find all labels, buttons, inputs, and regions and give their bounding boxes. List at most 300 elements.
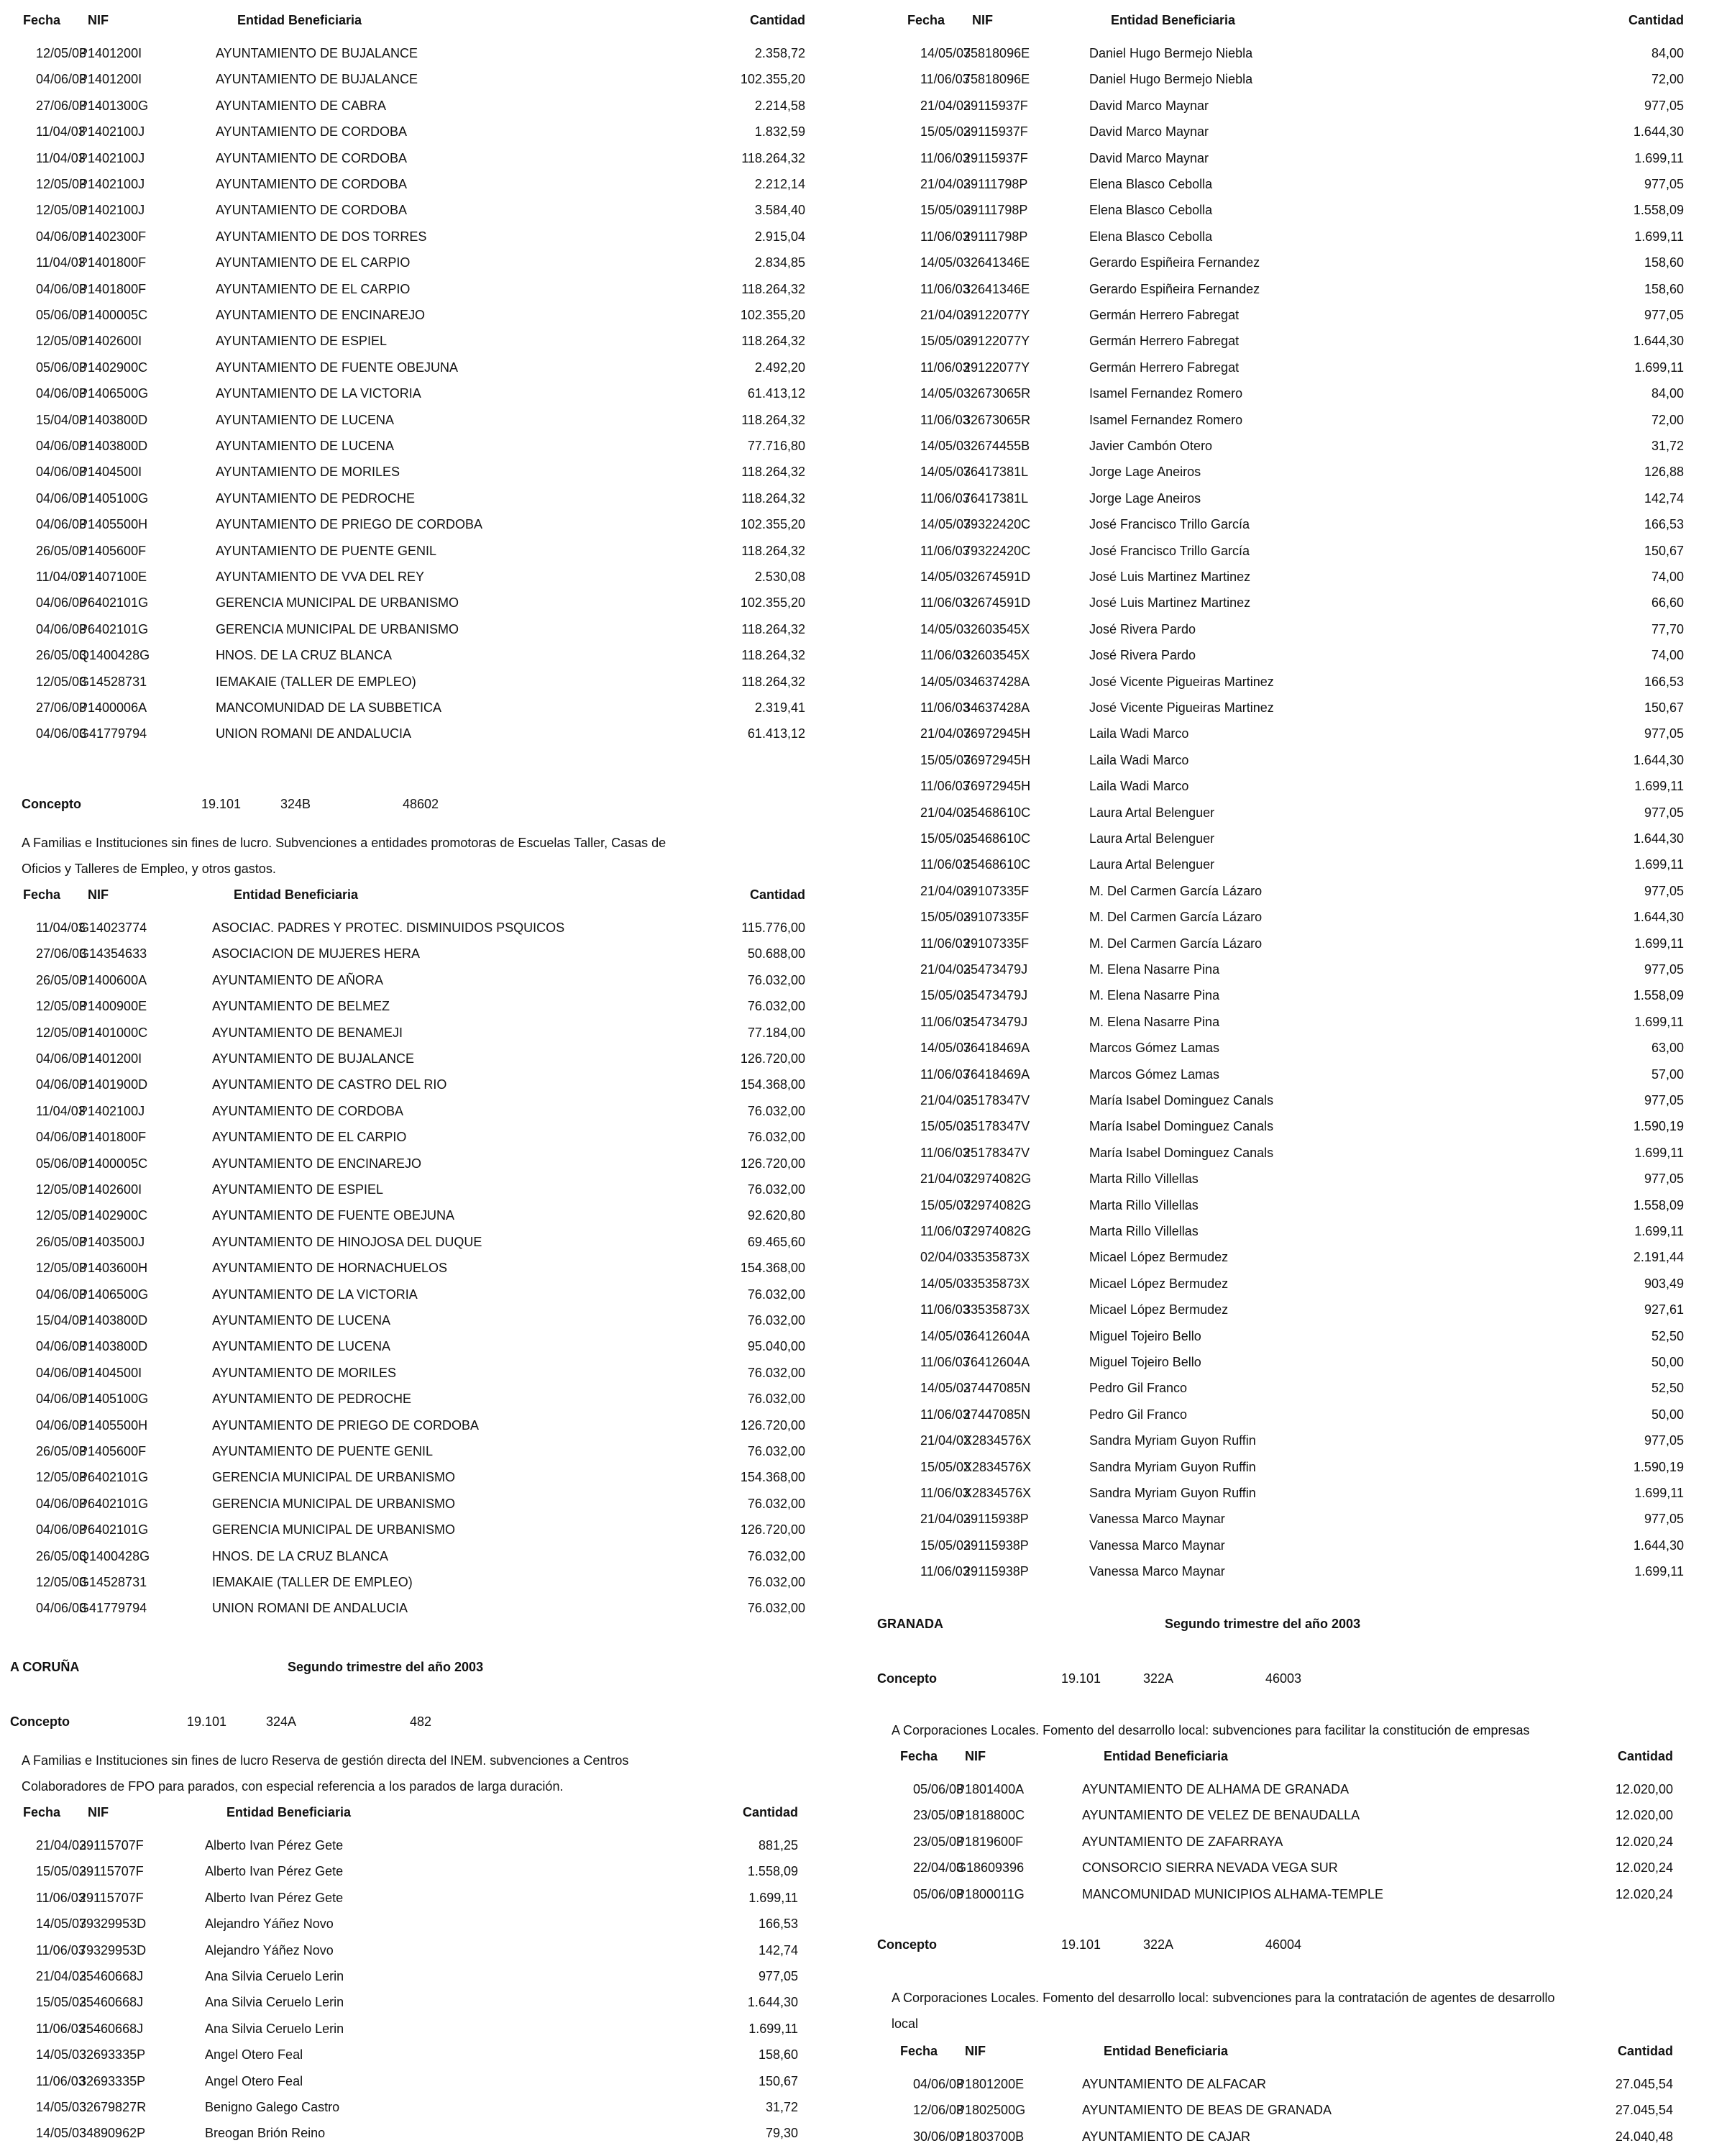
concept-code-2: 324B [280, 797, 311, 811]
table-header [877, 1743, 1709, 1769]
row-entity: AYUNTAMIENTO DE DOS TORRES [216, 229, 427, 244]
row-date: 12/05/03 [36, 1261, 87, 1276]
table-row [877, 2097, 1709, 2123]
row-date: 12/05/03 [36, 177, 87, 191]
description-line: A Familias e Instituciones sin fines de lucro Reserva de gestión directa del INEM. subvenciones a Centros [22, 1753, 629, 1768]
row-date: 11/06/03 [920, 700, 970, 715]
row-amount: 31,72 [1651, 439, 1684, 453]
province-heading-granada [877, 1611, 1709, 1637]
row-amount: 76.032,00 [747, 1575, 805, 1589]
row-date: 15/05/03 [920, 1459, 971, 1474]
row-date: 26/05/03 [36, 1234, 87, 1249]
table-row [877, 355, 1709, 380]
row-nif: 76418469A [963, 1041, 1030, 1056]
row-date: 04/06/03 [36, 726, 87, 741]
table-row [877, 1855, 1709, 1881]
row-entity: AYUNTAMIENTO DE ALHAMA DE GRANADA [1082, 1782, 1350, 1796]
row-nif: P1403800D [79, 412, 148, 427]
row-nif: P1400900E [79, 999, 147, 1014]
row-amount: 126.720,00 [740, 1522, 805, 1538]
row-nif: 72974082G [963, 1224, 1032, 1238]
row-entity: Micael López Bermudez [1089, 1276, 1229, 1291]
table-row [0, 433, 834, 459]
row-entity: Elena Blasco Cebolla [1089, 177, 1213, 191]
table-row [877, 773, 1709, 799]
table-row [877, 485, 1709, 511]
row-date: 04/06/03 [36, 595, 87, 611]
row-amount: 1.699,11 [1634, 936, 1684, 951]
row-date: 15/05/03 [920, 1538, 971, 1553]
row-nif: P1401800F [79, 1130, 147, 1145]
row-date: 26/05/03 [36, 1444, 87, 1458]
row-date: 11/06/03 [36, 2021, 86, 2036]
column-header-cantidad: Cantidad [749, 887, 805, 902]
table-row [877, 250, 1709, 275]
row-entity: AYUNTAMIENTO DE LA VICTORIA [212, 1287, 418, 1302]
row-nif: 29122077Y [963, 360, 1030, 375]
row-date: 15/05/03 [920, 203, 971, 218]
row-date: 11/06/03 [36, 1890, 86, 1905]
table-row [0, 250, 834, 275]
table-row [0, 380, 834, 406]
row-entity: Alejandro Yáñez Novo [205, 1917, 334, 1932]
table-row [0, 1360, 834, 1386]
table-row [0, 1517, 834, 1543]
row-entity: AYUNTAMIENTO DE CORDOBA [216, 177, 408, 191]
row-nif: 25473479J [963, 962, 1028, 977]
row-amount: 72,00 [1651, 412, 1684, 427]
table-row [0, 224, 834, 250]
row-entity: AYUNTAMIENTO DE PEDROCHE [212, 1392, 412, 1407]
row-amount: 2.191,44 [1633, 1250, 1684, 1265]
table-row [0, 1963, 834, 1989]
row-date: 12/05/03 [36, 1182, 87, 1197]
table-row [0, 1989, 834, 2015]
row-amount: 1.699,11 [1634, 229, 1684, 244]
row-date: 11/04/03 [36, 124, 86, 140]
row-amount: 2.319,41 [754, 700, 805, 715]
row-nif: P6402101G [79, 595, 149, 611]
row-date: 05/06/03 [913, 1886, 964, 1901]
row-amount: 1.644,30 [1633, 334, 1684, 349]
row-date: 14/05/03 [920, 1328, 971, 1343]
row-amount: 1.558,09 [747, 1864, 798, 1879]
row-entity: Breogan Brión Reino [205, 2126, 326, 2141]
table-row [877, 590, 1709, 616]
row-entity: David Marco Maynar [1089, 150, 1209, 165]
row-entity: AYUNTAMIENTO DE MORILES [212, 1365, 397, 1380]
row-nif: P1401200I [79, 72, 142, 87]
row-date: 14/05/03 [36, 1917, 87, 1932]
row-amount: 2.915,04 [754, 229, 805, 244]
row-nif: 25460668J [79, 1995, 144, 2010]
row-nif: P1405600F [79, 543, 147, 558]
table-row [0, 197, 834, 223]
table-row [0, 1282, 834, 1307]
row-amount: 50,00 [1651, 1355, 1684, 1369]
row-date: 15/05/03 [920, 910, 971, 925]
concept-code-1: 19.101 [1061, 1937, 1101, 1952]
row-entity: María Isabel Dominguez Canals [1089, 1093, 1274, 1107]
row-date: 04/06/03 [36, 1417, 87, 1433]
concept-code-1: 19.101 [201, 797, 242, 811]
table-row [0, 1177, 834, 1202]
row-amount: 63,00 [1651, 1041, 1684, 1056]
row-amount: 76.032,00 [747, 1601, 805, 1616]
row-nif: P6402101G [79, 1496, 149, 1511]
row-date: 05/06/03 [913, 1782, 964, 1796]
row-nif: 79329953D [79, 1917, 147, 1932]
table-row [877, 1428, 1709, 1453]
row-date: 11/06/03 [920, 490, 970, 506]
row-date: 14/05/03 [920, 386, 971, 401]
table-row [877, 1349, 1709, 1375]
row-nif: 34637428A [963, 674, 1030, 689]
row-amount: 1.699,11 [1634, 1486, 1684, 1500]
row-amount: 126.720,00 [740, 1417, 805, 1433]
table-row [877, 1113, 1709, 1139]
row-nif: 79322420C [963, 543, 1031, 558]
column-header-nif: NIF [88, 13, 109, 27]
row-entity: Alberto Ivan Pérez Gete [205, 1838, 344, 1853]
row-nif: P1802500G [956, 2103, 1026, 2118]
table-row [0, 407, 834, 433]
row-amount: 76.032,00 [747, 1392, 805, 1407]
row-amount: 115.776,00 [741, 921, 805, 935]
table-row [0, 669, 834, 695]
row-nif: G14528731 [79, 1575, 147, 1589]
row-nif: 32641346E [963, 281, 1030, 296]
table-row [0, 40, 834, 66]
table-row [877, 1558, 1709, 1584]
row-date: 11/06/03 [920, 229, 970, 244]
table-row [0, 967, 834, 993]
row-date: 15/05/03 [920, 1119, 971, 1134]
description-line: Colaboradores de FPO para parados, con especial referencia a los parados de larga duración. [22, 1779, 564, 1794]
row-entity: UNION ROMANI DE ANDALUCIA [212, 1601, 408, 1616]
row-amount: 76.032,00 [747, 1130, 805, 1145]
row-amount: 977,05 [1644, 1093, 1684, 1107]
row-date: 15/05/03 [920, 334, 971, 349]
row-entity: HNOS. DE LA CRUZ BLANCA [216, 648, 393, 663]
column-header-entidad: Entidad Beneficiaria [1104, 1749, 1229, 1763]
row-date: 21/04/03 [920, 1093, 971, 1107]
row-amount: 50,00 [1651, 1407, 1684, 1422]
row-entity: GERENCIA MUNICIPAL DE URBANISMO [212, 1470, 456, 1485]
row-date: 15/04/03 [36, 412, 87, 427]
row-date: 11/04/03 [36, 570, 86, 584]
row-nif: G14023774 [79, 921, 147, 935]
row-entity: Ana Silvia Ceruelo Lerin [205, 2021, 344, 2036]
table-row [877, 931, 1709, 956]
table-row [877, 145, 1709, 171]
column-header-entidad: Entidad Beneficiaria [1104, 2044, 1229, 2058]
row-entity: Laila Wadi Marco [1089, 726, 1189, 741]
column-header-cantidad: Cantidad [1617, 2044, 1673, 2058]
row-date: 04/06/03 [36, 1522, 87, 1538]
row-amount: 126.720,00 [740, 1051, 805, 1066]
table-row [877, 904, 1709, 930]
row-amount: 1.699,11 [1634, 1224, 1684, 1238]
row-amount: 1.644,30 [1633, 910, 1684, 925]
row-date: 11/06/03 [920, 1564, 970, 1579]
table-row [0, 1911, 834, 1937]
row-entity: Jorge Lage Aneiros [1089, 490, 1201, 506]
row-date: 15/05/03 [36, 1995, 87, 2010]
table-row [877, 1402, 1709, 1428]
row-amount: 76.032,00 [747, 1313, 805, 1328]
row-entity: AYUNTAMIENTO DE BEAS DE GRANADA [1082, 2103, 1332, 2118]
row-amount: 2.212,14 [754, 177, 805, 191]
row-entity: Javier Cambón Otero [1089, 439, 1213, 453]
table-row [877, 1297, 1709, 1323]
row-entity: MANCOMUNIDAD MUNICIPIOS ALHAMA-TEMPLE [1082, 1886, 1384, 1901]
row-nif: 25178347V [963, 1119, 1030, 1134]
row-entity: GERENCIA MUNICIPAL DE URBANISMO [216, 595, 459, 611]
row-entity: HNOS. DE LA CRUZ BLANCA [212, 1548, 389, 1563]
row-amount: 79,30 [765, 2126, 798, 2141]
row-entity: Laura Artal Belenguer [1089, 831, 1215, 846]
row-date: 11/06/03 [920, 412, 970, 427]
row-entity: Sandra Myriam Guyon Ruffin [1089, 1459, 1256, 1474]
row-amount: 77,70 [1651, 621, 1684, 636]
row-amount: 158,60 [758, 2047, 798, 2063]
row-entity: David Marco Maynar [1089, 98, 1209, 113]
table-row [877, 1776, 1709, 1802]
row-amount: 76.032,00 [747, 972, 805, 987]
row-date: 26/05/03 [36, 972, 87, 987]
row-amount: 76.032,00 [747, 1182, 805, 1197]
row-amount: 2.214,58 [754, 98, 805, 113]
row-nif: 29115707F [79, 1838, 144, 1853]
row-entity: AYUNTAMIENTO DE LUCENA [216, 412, 395, 427]
row-entity: AYUNTAMIENTO DE LUCENA [212, 1339, 391, 1354]
row-amount: 903,49 [1644, 1276, 1684, 1291]
row-amount: 12.020,00 [1615, 1808, 1673, 1823]
row-date: 04/06/03 [36, 517, 87, 532]
table-row [877, 956, 1709, 982]
row-nif: P1801400A [956, 1782, 1025, 1796]
row-date: 11/06/03 [920, 281, 970, 296]
row-nif: P1803700B [956, 2129, 1025, 2144]
row-nif: G14354633 [79, 946, 147, 961]
row-nif: 32674591D [963, 570, 1031, 584]
row-date: 26/05/03 [36, 543, 87, 558]
table-row [877, 511, 1709, 537]
row-date: 12/05/03 [36, 334, 87, 349]
table-row [0, 721, 834, 746]
table-row [877, 459, 1709, 485]
row-date: 14/05/03 [36, 2100, 87, 2114]
concept-code-3: 482 [410, 1714, 432, 1729]
row-entity: Laila Wadi Marco [1089, 779, 1189, 794]
row-date: 21/04/03 [920, 177, 971, 191]
row-amount: 66,60 [1651, 595, 1684, 611]
row-amount: 1.699,11 [1634, 150, 1684, 165]
table-row [0, 1858, 834, 1884]
row-amount: 977,05 [1644, 883, 1684, 898]
row-date: 12/05/03 [36, 1208, 87, 1223]
row-amount: 76.032,00 [747, 1365, 805, 1380]
row-date: 04/06/03 [36, 1077, 87, 1092]
row-amount: 118.264,32 [741, 334, 805, 349]
row-date: 21/04/03 [36, 1969, 87, 1983]
row-entity: AYUNTAMIENTO DE CORDOBA [216, 150, 408, 165]
table-row [0, 1151, 834, 1177]
table-row [0, 941, 834, 967]
row-entity: Isamel Fernandez Romero [1089, 412, 1243, 427]
row-amount: 76.032,00 [747, 1103, 805, 1118]
province-name: GRANADA [877, 1617, 943, 1631]
table-row [877, 1192, 1709, 1218]
row-date: 21/04/03 [920, 1171, 971, 1187]
concept-description-left-1 [22, 830, 741, 882]
row-entity: Germán Herrero Fabregat [1089, 334, 1240, 349]
table-row [877, 826, 1709, 851]
row-nif: 32693335P [79, 2047, 146, 2063]
row-entity: Miguel Tojeiro Bello [1089, 1355, 1201, 1369]
row-amount: 1.699,11 [1634, 1014, 1684, 1029]
row-amount: 12.020,00 [1615, 1782, 1673, 1796]
row-entity: Isamel Fernandez Romero [1089, 386, 1243, 401]
table-row [877, 1533, 1709, 1558]
row-amount: 2.530,08 [754, 570, 805, 584]
row-entity: Alejandro Yáñez Novo [205, 1942, 334, 1958]
row-nif: G41779794 [79, 1601, 147, 1616]
row-nif: 29122077Y [963, 308, 1030, 322]
concept-code-2: 324A [266, 1714, 297, 1729]
row-amount: 95.040,00 [747, 1339, 805, 1354]
row-date: 26/05/03 [36, 648, 87, 663]
row-date: 15/05/03 [920, 752, 971, 767]
row-amount: 977,05 [1644, 177, 1684, 191]
row-date: 04/06/03 [36, 1601, 87, 1616]
row-date: 21/04/03 [920, 1512, 971, 1527]
row-nif: 25460668J [79, 2021, 144, 2036]
row-date: 30/06/03 [913, 2129, 964, 2144]
table-row [877, 302, 1709, 328]
row-nif: P1402100J [79, 177, 145, 191]
table-row [0, 1202, 834, 1228]
row-entity: AYUNTAMIENTO DE FUENTE OBEJUNA [212, 1208, 455, 1223]
row-entity: Marcos Gómez Lamas [1089, 1066, 1220, 1082]
row-nif: P1400005C [79, 1156, 148, 1171]
row-amount: 142,74 [758, 1942, 798, 1958]
row-entity: UNION ROMANI DE ANDALUCIA [216, 726, 412, 741]
row-nif: 32674591D [963, 595, 1031, 611]
row-amount: 2.492,20 [754, 360, 805, 375]
row-nif: P1401800F [79, 281, 147, 296]
row-amount: 166,53 [1644, 674, 1684, 689]
row-amount: 1.699,11 [1634, 1145, 1684, 1160]
row-amount: 166,53 [1644, 517, 1684, 532]
table-row [877, 433, 1709, 459]
period-label: Segundo trimestre del año 2003 [1165, 1617, 1361, 1631]
table-row [877, 538, 1709, 564]
row-nif: P1405600F [79, 1444, 147, 1458]
row-nif: 29115938P [963, 1564, 1029, 1579]
row-nif: 29115707F [79, 1890, 144, 1905]
row-amount: 118.264,32 [741, 412, 805, 427]
table-row [0, 1098, 834, 1124]
description-line: A Corporaciones Locales. Fomento del desarrollo local: subvenciones para la contratación de agentes de desarrollo [892, 1991, 1555, 2005]
row-entity: IEMAKAIE (TALLER DE EMPLEO) [216, 674, 416, 689]
table-row [877, 564, 1709, 590]
row-nif: 75818096E [963, 46, 1030, 60]
row-entity: AYUNTAMIENTO DE BENAMEJI [212, 1025, 403, 1040]
row-date: 15/05/03 [920, 988, 971, 1003]
table-row [0, 2016, 834, 2042]
row-nif: 25178347V [963, 1145, 1030, 1160]
table-row [0, 1464, 834, 1490]
row-entity: AYUNTAMIENTO DE BELMEZ [212, 999, 390, 1014]
row-date: 11/06/03 [920, 936, 970, 951]
row-nif: P1401200I [79, 46, 142, 60]
row-nif: P1403600H [79, 1261, 148, 1276]
table-row [0, 485, 834, 511]
row-amount: 76.032,00 [747, 1444, 805, 1458]
row-amount: 52,50 [1651, 1328, 1684, 1343]
row-nif: 32693335P [79, 2073, 146, 2088]
row-nif: 25473479J [963, 1014, 1028, 1029]
table-row [877, 1480, 1709, 1506]
row-entity: AYUNTAMIENTO DE PEDROCHE [216, 490, 416, 506]
row-entity: José Vicente Pigueiras Martinez [1089, 674, 1274, 689]
column-header-entidad: Entidad Beneficiaria [237, 13, 362, 27]
row-date: 11/06/03 [920, 1014, 970, 1029]
row-amount: 126.720,00 [740, 1156, 805, 1171]
row-nif: 25468610C [963, 805, 1031, 820]
row-nif: Q1400428G [79, 648, 150, 663]
row-amount: 12.020,24 [1615, 1886, 1673, 1901]
table-row [0, 1255, 834, 1281]
row-amount: 154.368,00 [740, 1470, 805, 1485]
column-header-cantidad: Cantidad [1628, 13, 1684, 27]
table-row [0, 276, 834, 302]
row-entity: Daniel Hugo Bermejo Niebla [1089, 46, 1253, 60]
row-entity: M. Elena Nasarre Pina [1089, 1014, 1220, 1029]
row-date: 11/06/03 [920, 360, 970, 375]
row-date: 27/06/03 [36, 946, 87, 961]
row-entity: AYUNTAMIENTO DE CAJAR [1082, 2129, 1251, 2144]
row-nif: P1405500H [79, 517, 148, 532]
row-entity: GERENCIA MUNICIPAL DE URBANISMO [212, 1522, 456, 1538]
row-amount: 977,05 [1644, 98, 1684, 113]
table-row [0, 915, 834, 941]
row-nif: P1406500G [79, 1287, 149, 1302]
table-header [0, 882, 834, 908]
table-row [0, 1124, 834, 1150]
table-row [0, 66, 834, 92]
table-row [0, 1307, 834, 1333]
row-entity: AYUNTAMIENTO DE EL CARPIO [216, 255, 411, 270]
row-amount: 102.355,20 [740, 517, 805, 532]
row-amount: 1.644,30 [1633, 831, 1684, 846]
row-entity: IEMAKAIE (TALLER DE EMPLEO) [212, 1575, 413, 1589]
row-amount: 61.413,12 [747, 726, 805, 741]
row-amount: 50.688,00 [747, 946, 805, 961]
row-date: 04/06/03 [36, 1287, 87, 1302]
row-entity: Germán Herrero Fabregat [1089, 360, 1240, 375]
row-amount: 118.264,32 [741, 465, 805, 480]
province-name: A CORUÑA [10, 1660, 80, 1674]
row-amount: 1.644,30 [1633, 124, 1684, 140]
row-entity: AYUNTAMIENTO DE CASTRO DEL RIO [212, 1077, 447, 1092]
row-entity: Daniel Hugo Bermejo Niebla [1089, 72, 1253, 87]
table-row [877, 1009, 1709, 1035]
row-date: 12/06/03 [913, 2103, 964, 2118]
table-row [0, 616, 834, 642]
